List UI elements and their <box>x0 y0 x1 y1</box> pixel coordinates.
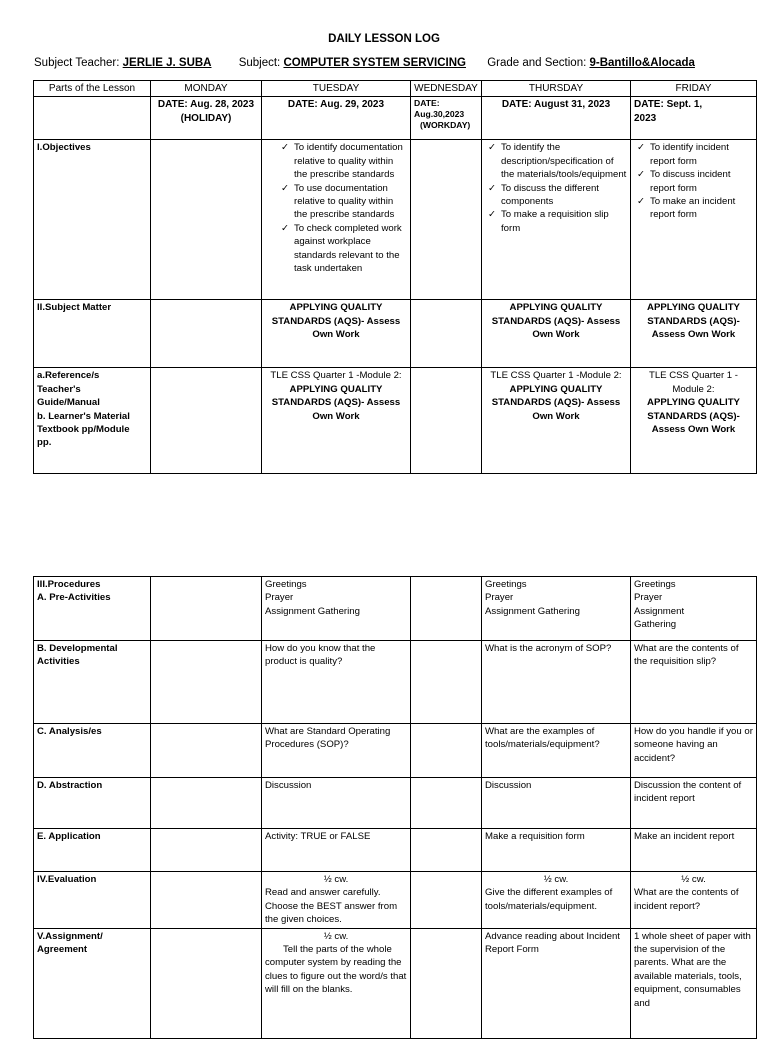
header-row <box>34 81 757 97</box>
application-label: E. Application <box>34 829 151 872</box>
evaluation-cw: ½ cw. <box>323 874 349 885</box>
subject-matter-label: II.Subject Matter <box>34 300 151 368</box>
date-thursday: DATE: August 31, 2023 <box>482 97 631 140</box>
objectives-row <box>34 140 757 300</box>
date-wed-line2: Aug.30,2023 <box>414 109 465 120</box>
abstraction-label: D. Abstraction <box>34 778 151 829</box>
reference-label-line: Teacher's <box>37 383 81 395</box>
application-monday <box>151 829 262 872</box>
subject-matter-friday <box>631 300 757 368</box>
header-thursday: THURSDAY <box>482 81 631 97</box>
analysis-thursday: What are the examples of tools/materials/equipment? <box>482 724 631 778</box>
pre-activities-label <box>34 577 151 641</box>
evaluation-label: IV.Evaluation <box>34 872 151 929</box>
reference-label-line: Guide/Manual <box>37 397 100 409</box>
objective-item: ✓ To discuss the different components <box>485 182 627 209</box>
assignment-row <box>34 928 757 1038</box>
reference-module: TLE CSS Quarter 1 -Module 2: <box>270 370 402 382</box>
subject-matter-thursday <box>482 300 631 368</box>
analysis-friday: How do you handle if you or someone having an accident? <box>631 724 757 778</box>
objectives-tuesday <box>262 140 411 300</box>
date-tuesday: DATE: Aug. 29, 2023 <box>262 97 411 140</box>
objective-item: ✓ To discuss incident report form <box>634 168 753 195</box>
evaluation-cw: ½ cw. <box>681 874 706 885</box>
pre-monday <box>151 577 262 641</box>
header-parts: Parts of the Lesson <box>34 81 151 97</box>
assignment-heading: V.Assignment/ <box>37 930 103 942</box>
assignment-monday <box>151 928 262 1038</box>
header-tuesday: TUESDAY <box>262 81 411 97</box>
evaluation-text: What are the contents of incident report? <box>634 887 739 912</box>
developmental-heading: Activities <box>37 656 80 668</box>
objectives-wednesday <box>411 140 482 300</box>
pre-item: Greetings <box>265 579 307 590</box>
objective-item: ✓ To identify the description/specification of the materials/tools/equipment <box>485 141 627 181</box>
application-friday: Make an incident report <box>631 829 757 872</box>
objectives-friday <box>631 140 757 300</box>
subject-matter-text: APPLYING QUALITY STANDARDS (AQS)- Assess Own Work <box>491 302 621 341</box>
evaluation-tuesday <box>262 872 411 929</box>
pre-wednesday <box>411 577 482 641</box>
reference-label <box>34 368 151 474</box>
reference-module: TLE CSS Quarter 1 -Module 2: <box>490 370 622 382</box>
assignment-thursday: Advance reading about Incident Report Form <box>482 928 631 1038</box>
date-monday-line: DATE: Aug. 28, 2023 <box>157 99 255 111</box>
reference-label-line: b. Learner's Material <box>37 410 130 422</box>
assignment-text: Tell the parts of the whole computer system by reading the clues to figure out the word/s that will fill on the blanks. <box>265 944 407 996</box>
date-row <box>34 97 757 140</box>
objective-item: ✓ To check completed work against workplace standards relevant to the task undertaken <box>278 222 407 276</box>
dev-friday: What are the contents of the requisition slip? <box>631 641 757 724</box>
pre-item: Assignment Gathering <box>485 605 580 617</box>
reference-label-line: Textbook pp/Module <box>37 424 130 436</box>
date-fri-line2: 2023 <box>634 112 657 124</box>
grade-section: 9-Bantillo&Alocada <box>589 57 695 69</box>
application-thursday: Make a requisition form <box>482 829 631 872</box>
dev-wednesday <box>411 641 482 724</box>
lesson-table-procedures <box>33 576 757 1039</box>
procedures-heading: III.Procedures <box>37 579 101 590</box>
abstraction-tuesday: Discussion <box>262 778 411 829</box>
subject-matter-monday <box>151 300 262 368</box>
objectives-monday <box>151 140 262 300</box>
abstraction-wednesday <box>411 778 482 829</box>
developmental-label <box>34 641 151 724</box>
evaluation-thursday <box>482 872 631 929</box>
holiday-note: (HOLIDAY) <box>180 112 232 124</box>
evaluation-text: Give the different examples of tools/materials/equipment. <box>485 887 613 912</box>
assignment-heading: Agreement <box>37 944 88 956</box>
subject-matter-tuesday <box>262 300 411 368</box>
subject-label: Subject: <box>238 57 281 69</box>
abstraction-monday <box>151 778 262 829</box>
pre-tuesday <box>262 577 411 641</box>
analysis-wednesday <box>411 724 482 778</box>
objective-item: ✓ To make a requisition slip form <box>485 208 627 235</box>
date-blank <box>34 97 151 140</box>
pre-item: Greetings <box>485 579 527 590</box>
application-wednesday <box>411 829 482 872</box>
reference-title: APPLYING QUALITY STANDARDS (AQS)- Assess Own Work <box>491 383 621 422</box>
info-line <box>34 57 695 69</box>
abstraction-friday: Discussion the content of incident report <box>631 778 757 829</box>
abstraction-thursday: Discussion <box>482 778 631 829</box>
header-friday: FRIDAY <box>631 81 757 97</box>
assignment-tuesday <box>262 928 411 1038</box>
workday-note: (WORKDAY) <box>420 120 471 131</box>
assignment-friday: 1 whole sheet of paper with the supervision of the parents. What are the available materials, tools, equipment, consumables and <box>631 928 757 1038</box>
subject-matter-wednesday <box>411 300 482 368</box>
header-wednesday: WEDNESDAY <box>411 81 482 97</box>
application-row <box>34 829 757 872</box>
subject-name: COMPUTER SYSTEM SERVICING <box>283 57 466 69</box>
pre-friday <box>631 577 757 641</box>
assignment-label <box>34 928 151 1038</box>
dev-thursday: What is the acronym of SOP? <box>482 641 631 724</box>
objectives-label: I.Objectives <box>34 140 151 300</box>
dev-monday <box>151 641 262 724</box>
evaluation-friday <box>631 872 757 929</box>
dev-tuesday: How do you know that the product is quality? <box>262 641 411 724</box>
evaluation-cw: ½ cw. <box>543 874 569 885</box>
page-title: DAILY LESSON LOG <box>328 33 440 45</box>
teacher-label: Subject Teacher: <box>34 57 120 69</box>
reference-wednesday <box>411 368 482 474</box>
evaluation-monday <box>151 872 262 929</box>
analysis-tuesday: What are Standard Operating Procedures (SOP)? <box>262 724 411 778</box>
reference-label-line: pp. <box>37 437 52 449</box>
objectives-thursday <box>482 140 631 300</box>
date-wednesday <box>411 97 482 140</box>
analysis-row <box>34 724 757 778</box>
analysis-monday <box>151 724 262 778</box>
reference-module: TLE CSS Quarter 1 - Module 2: <box>648 370 739 395</box>
header-monday: MONDAY <box>151 81 262 97</box>
subject-matter-text: APPLYING QUALITY STANDARDS (AQS)- Assess Own Work <box>647 302 740 341</box>
reference-title: APPLYING QUALITY STANDARDS (AQS)- Assess Own Work <box>647 397 740 436</box>
evaluation-text: Read and answer carefully. Choose the BEST answer from the given choices. <box>265 887 398 926</box>
reference-row <box>34 368 757 474</box>
pre-item: Gathering <box>634 619 677 631</box>
objective-item: ✓ To make an incident report form <box>634 195 753 222</box>
pre-item: Prayer <box>634 592 663 604</box>
teacher-name: JERLIE J. SUBA <box>122 57 212 69</box>
date-friday <box>631 97 757 140</box>
objective-item: ✓ To identify documentation relative to quality within the prescribe standards <box>278 141 407 181</box>
assignment-cw: ½ cw. <box>323 930 349 942</box>
reference-tuesday <box>262 368 411 474</box>
evaluation-row <box>34 872 757 929</box>
pre-item: Prayer <box>485 592 514 604</box>
developmental-heading: B. Developmental <box>37 643 118 654</box>
developmental-row <box>34 641 757 724</box>
lesson-table-top <box>33 80 757 474</box>
application-tuesday: Activity: TRUE or FALSE <box>262 829 411 872</box>
evaluation-wednesday <box>411 872 482 929</box>
objective-item: ✓ To identify incident report form <box>634 141 753 168</box>
pre-item: Assignment Gathering <box>265 605 360 617</box>
pre-item: Assignment <box>634 605 685 617</box>
reference-monday <box>151 368 262 474</box>
objective-item: ✓ To use documentation relative to quality within the prescribe standards <box>278 182 407 222</box>
subject-matter-text: APPLYING QUALITY STANDARDS (AQS)- Assess Own Work <box>271 302 401 341</box>
pre-item: Greetings <box>634 579 676 590</box>
subject-matter-row <box>34 300 757 368</box>
assignment-wednesday <box>411 928 482 1038</box>
abstraction-row <box>34 778 757 829</box>
reference-friday <box>631 368 757 474</box>
pre-thursday <box>482 577 631 641</box>
date-fri-line1: DATE: Sept. 1, <box>634 99 703 111</box>
pre-activities-heading: A. Pre-Activities <box>37 592 111 604</box>
reference-label-line: a.Reference/s <box>37 370 100 382</box>
date-monday <box>151 97 262 140</box>
analysis-label: C. Analysis/es <box>34 724 151 778</box>
grade-label: Grade and Section: <box>487 57 587 69</box>
pre-item: Prayer <box>265 592 294 604</box>
reference-title: APPLYING QUALITY STANDARDS (AQS)- Assess Own Work <box>271 383 401 422</box>
date-wed-line1: DATE: <box>414 98 440 109</box>
reference-thursday <box>482 368 631 474</box>
pre-activities-row <box>34 577 757 641</box>
